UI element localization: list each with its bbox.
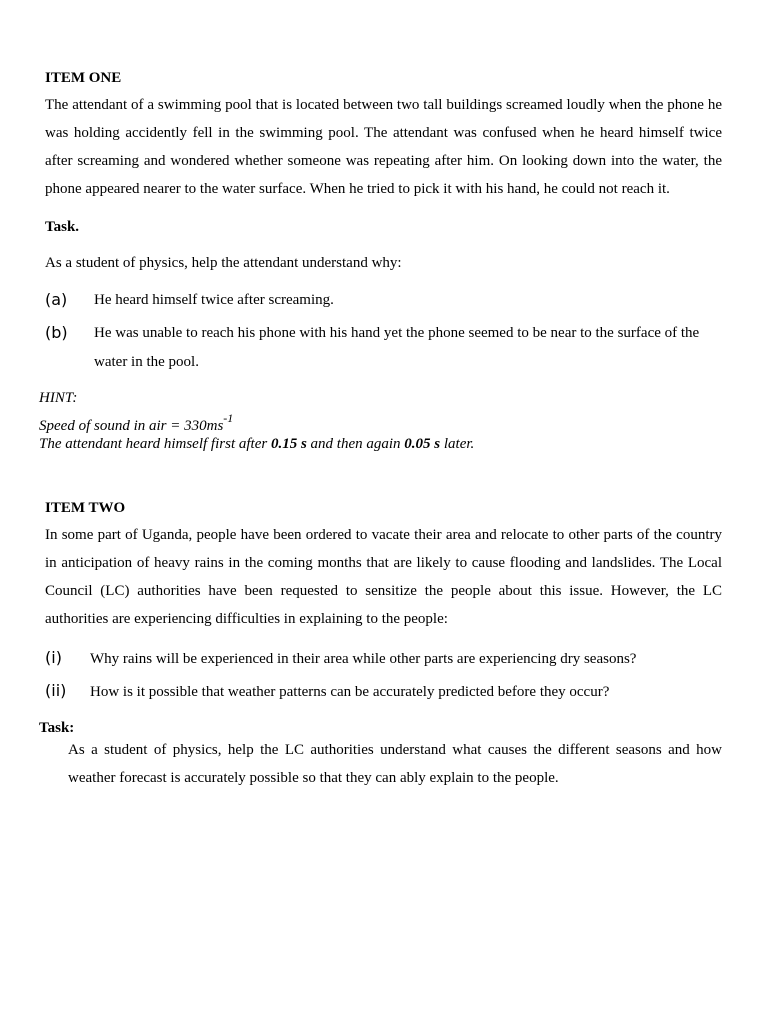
item-ii-marker: (ii) bbox=[45, 681, 67, 700]
item-one-task-intro: As a student of physics, help the attendant understand why: bbox=[45, 255, 402, 271]
item-two-task-label: Task: bbox=[39, 720, 75, 736]
item-i-text: Why rains will be experienced in their area while other parts are experiencing dry seasons? bbox=[90, 651, 637, 667]
hint-timing bbox=[39, 435, 474, 453]
hint-second-echo-time: 0.05 s bbox=[404, 436, 441, 452]
hint-speed bbox=[39, 411, 234, 435]
item-two-task-text: As a student of physics, help the LC authorities understand what causes the different seasons and how weather forecast is accurately possible so that they can ably explain to the people. bbox=[68, 742, 722, 786]
hint-timing-text-c: and then again bbox=[306, 436, 405, 452]
item-i-marker: (i) bbox=[45, 648, 62, 667]
hint-speed-text: Speed of sound in air = 330ms bbox=[39, 418, 224, 434]
hint-first-echo-time: 0.15 s bbox=[270, 436, 307, 452]
item-a-text: He heard himself twice after screaming. bbox=[94, 292, 334, 308]
item-ii-text: How is it possible that weather patterns can be accurately predicted before they occur? bbox=[90, 684, 610, 700]
item-two-paragraph: In some part of Uganda, people have been ordered to vacate their area and relocate to other parts of the country in anticipation of heavy rains in the coming months that are likely to cause flooding and landslides. The Local Council (LC) authorities have been requested to sensitize the people about this issue. However, the LC authorities are experiencing difficulties in explaining to the people: bbox=[45, 527, 722, 627]
item-one-heading: ITEM ONE bbox=[45, 70, 122, 86]
item-one-paragraph: The attendant of a swimming pool that is located between two tall buildings screamed loudly when the phone he was holding accidently fell in the swimming pool. The attendant was confused when he heard himself twice after screaming and wondered whether someone was repeating after him. On looking down into the water, the phone appeared nearer to the water surface. When he tried to pick it with his hand, he could not reach it. bbox=[45, 97, 722, 197]
item-a-marker: (a) bbox=[45, 290, 68, 309]
item-b-text: He was unable to reach his phone with his hand yet the phone seemed to be near to the surface of the water in the pool. bbox=[94, 325, 700, 370]
hint-timing-text-e: later. bbox=[440, 436, 475, 452]
hint-speed-exponent: -1 bbox=[223, 411, 234, 425]
hint-label: HINT: bbox=[39, 390, 78, 406]
item-one-task-label: Task. bbox=[45, 219, 80, 235]
item-b-marker: (b) bbox=[45, 323, 68, 342]
item-two-heading: ITEM TWO bbox=[45, 500, 126, 516]
hint-timing-text-a: The attendant heard himself first after bbox=[39, 436, 271, 452]
